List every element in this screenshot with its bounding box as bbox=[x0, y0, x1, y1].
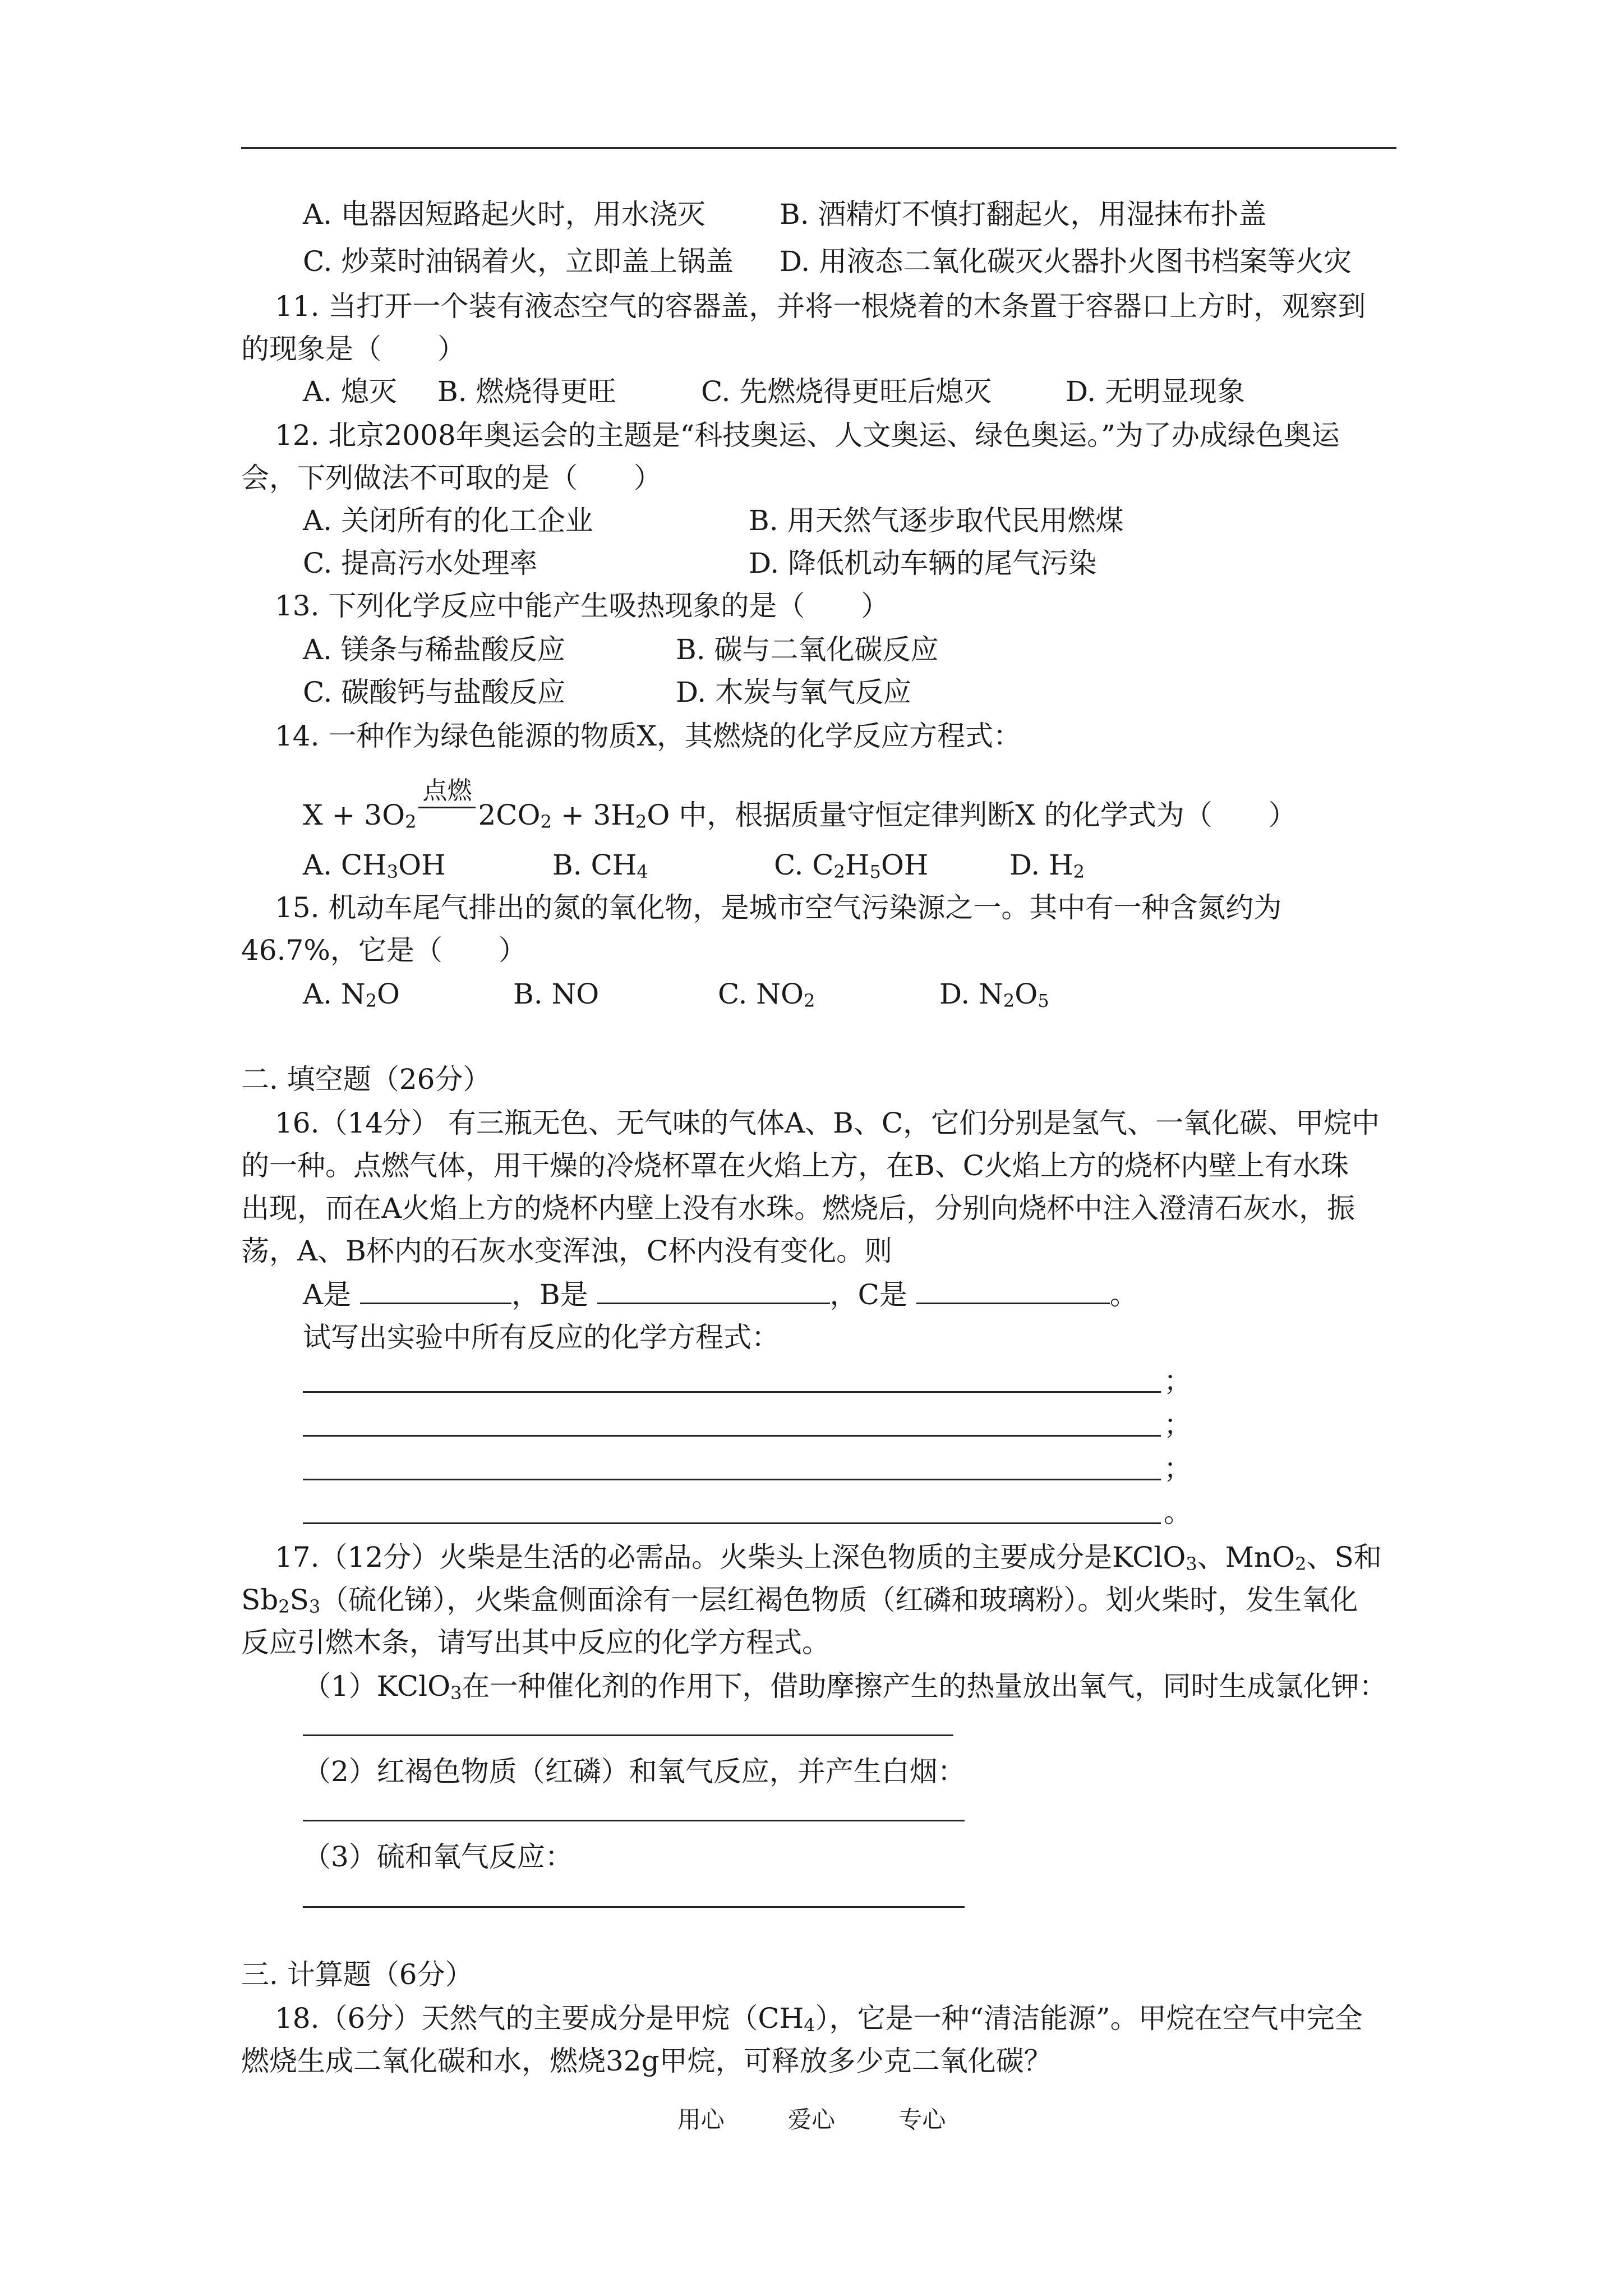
q15-option-a: A. $N_2O$ bbox=[303, 978, 400, 1011]
q16-semicolon-1: ； bbox=[1164, 1365, 1192, 1397]
q14-option-d: D. $H_2$ bbox=[1009, 849, 1085, 882]
q16-c-label: ，C是 bbox=[829, 1278, 907, 1311]
q15-option-b: B. NO bbox=[513, 978, 600, 1010]
q16-prompt: 试写出实验中所有反应的化学方程式： bbox=[303, 1321, 780, 1354]
footer-word-1: 用心 bbox=[677, 2106, 725, 2133]
q14-stem: 14. 一种作为绿色能源的物质X，其燃烧的化学反应方程式： bbox=[275, 720, 1022, 752]
q17-answer-line-1[interactable] bbox=[303, 1734, 953, 1736]
q16-equation-line-3[interactable] bbox=[303, 1479, 1161, 1480]
q14-eq-arrow bbox=[416, 776, 478, 825]
q12-option-b: B. 用天然气逐步取代民用燃煤 bbox=[749, 504, 1124, 537]
q16-end-period: 。 bbox=[1109, 1278, 1138, 1311]
q14-option-b: B. $CH_4$ bbox=[552, 849, 648, 882]
q10-option-c: C. 炒菜时油锅着火，立即盖上锅盖 bbox=[303, 245, 734, 278]
q13-option-c: C. 碳酸钙与盐酸反应 bbox=[303, 676, 566, 708]
q11-option-d: D. 无明显现象 bbox=[1066, 375, 1246, 408]
q13-option-a: A. 镁条与稀盐酸反应 bbox=[303, 633, 565, 666]
q12-option-d: D. 降低机动车辆的尾气污染 bbox=[749, 547, 1097, 579]
q11-option-b: B. 燃烧得更旺 bbox=[437, 375, 616, 408]
q12-option-a: A. 关闭所有的化工企业 bbox=[303, 504, 593, 537]
q17-part1: （1）KClO$_3$在一种催化剂的作用下，借助摩擦产生的热量放出氧气，同时生成氯化钾： bbox=[303, 1670, 1387, 1704]
footer-word-2: 爱心 bbox=[787, 2106, 835, 2133]
q16-equation-line-1[interactable] bbox=[303, 1391, 1161, 1393]
page-footer bbox=[0, 2106, 1623, 2134]
q15-option-c: C. $NO_2$ bbox=[718, 978, 815, 1011]
q16-period-4: 。 bbox=[1164, 1496, 1192, 1529]
section-3-heading: 三. 计算题（6分） bbox=[241, 1958, 473, 1991]
q16-b-blank[interactable] bbox=[597, 1278, 830, 1304]
q16-answer-row bbox=[303, 1278, 1138, 1312]
q17-part2: （2）红褐色物质（红磷）和氧气反应，并产生白烟： bbox=[303, 1755, 966, 1788]
q13-option-b: B. 碳与二氧化碳反应 bbox=[676, 633, 939, 666]
q10-option-a: A. 电器因短路起火时，用水浇灭 bbox=[303, 198, 706, 231]
q16-line2: 的一种。点燃气体，用干燥的冷烧杯罩在火焰上方，在B、C火焰上方的烧杯内壁上有水珠 bbox=[241, 1149, 1349, 1182]
q11-stem-line1: 11. 当打开一个装有液态空气的容器盖，并将一根烧着的木条置于容器口上方时，观察到 bbox=[275, 290, 1366, 323]
q16-semicolon-2: ； bbox=[1164, 1409, 1192, 1441]
q17-line3: 反应引燃木条，请写出其中反应的化学方程式。 bbox=[241, 1626, 830, 1659]
q16-c-blank[interactable] bbox=[916, 1278, 1110, 1304]
q16-equation-line-2[interactable] bbox=[303, 1435, 1161, 1437]
q11-option-a: A. 熄灭 bbox=[303, 375, 397, 408]
q13-stem: 13. 下列化学反应中能产生吸热现象的是（ ） bbox=[275, 590, 889, 622]
q17-answer-line-3[interactable] bbox=[303, 1906, 965, 1908]
q16-line1: 16.（14分） 有三瓶无色、无气味的气体A、B、C，它们分别是氢气、一氧化碳、甲烷中 bbox=[275, 1107, 1380, 1139]
q17-part3: （3）硫和氧气反应： bbox=[303, 1841, 573, 1873]
q14-eq-condition: 点燃 bbox=[422, 776, 472, 805]
section-2-heading: 二. 填空题（26分） bbox=[241, 1063, 491, 1096]
q18-line1: 18.（6分）天然气的主要成分是甲烷$(CH_4)$，它是一种“清洁能源”。甲烷在空气中完全 bbox=[275, 2002, 1363, 2036]
q11-option-c: C. 先燃烧得更旺后熄灭 bbox=[701, 375, 992, 408]
q18-line2: 燃烧生成二氧化碳和水，燃烧32g甲烷，可释放多少克二氧化碳？ bbox=[241, 2045, 1052, 2077]
q11-stem-line2: 的现象是（ ） bbox=[241, 333, 465, 365]
q12-stem-line2: 会，下列做法不可取的是（ ） bbox=[241, 462, 662, 494]
q14-eq-left: $X + 3O_2$ bbox=[303, 799, 417, 832]
q14-equation bbox=[303, 776, 1297, 839]
q16-line4: 荡，A、B杯内的石灰水变浑浊，C杯内没有变化。则 bbox=[241, 1235, 893, 1267]
q16-a-blank[interactable] bbox=[360, 1278, 511, 1304]
header-rule bbox=[241, 147, 1396, 149]
q16-line3: 出现，而在A火焰上方的烧杯内壁上没有水珠。燃烧后，分别向烧杯中注入澄清石灰水，振 bbox=[241, 1192, 1355, 1225]
q16-b-label: ，B是 bbox=[511, 1278, 588, 1311]
q16-a-label: A是 bbox=[303, 1278, 352, 1311]
q14-eq-right: $2CO_2 + 3H_2O$ bbox=[478, 799, 670, 832]
q12-option-c: C. 提高污水处理率 bbox=[303, 547, 538, 579]
q14-option-a: A. $CH_3OH$ bbox=[303, 849, 446, 882]
q15-option-d: D. $N_2O_5$ bbox=[939, 978, 1049, 1011]
q17-line2: $Sb_2S_3$（硫化锑），火柴盒侧面涂有一层红褐色物质（红磷和玻璃粉）。划火柴时，发生氧化 bbox=[241, 1584, 1358, 1617]
q12-stem-line1: 12. 北京2008年奥运会的主题是“科技奥运、人文奥运、绿色奥运。”为了办成绿色奥运 bbox=[275, 419, 1340, 452]
q15-stem-line2: 46.7%，它是（ ） bbox=[241, 934, 527, 967]
q13-option-d: D. 木炭与氧气反应 bbox=[676, 676, 912, 708]
q14-eq-tail: 中，根据质量守恒定律判断X 的化学式为（ ） bbox=[670, 799, 1297, 831]
q14-option-c: C. $C_2H_5OH$ bbox=[774, 849, 929, 882]
footer-word-3: 专心 bbox=[898, 2106, 946, 2133]
q10-option-d: D. 用液态二氧化碳灭火器扑火图书档案等火灾 bbox=[780, 245, 1352, 278]
q10-option-b: B. 酒精灯不慎打翻起火，用湿抹布扑盖 bbox=[780, 198, 1267, 231]
q17-answer-line-2[interactable] bbox=[303, 1820, 965, 1821]
q16-equation-line-4[interactable] bbox=[303, 1522, 1161, 1524]
q15-stem-line1: 15. 机动车尾气排出的氮的氧化物，是城市空气污染源之一。其中有一种含氮约为 bbox=[275, 891, 1282, 924]
q17-line1: 17.（12分）火柴是生活的必需品。火柴头上深色物质的主要成分是KClO$_3$、MnO$_2$、S和 bbox=[275, 1541, 1382, 1575]
q16-semicolon-3: ； bbox=[1164, 1452, 1192, 1485]
